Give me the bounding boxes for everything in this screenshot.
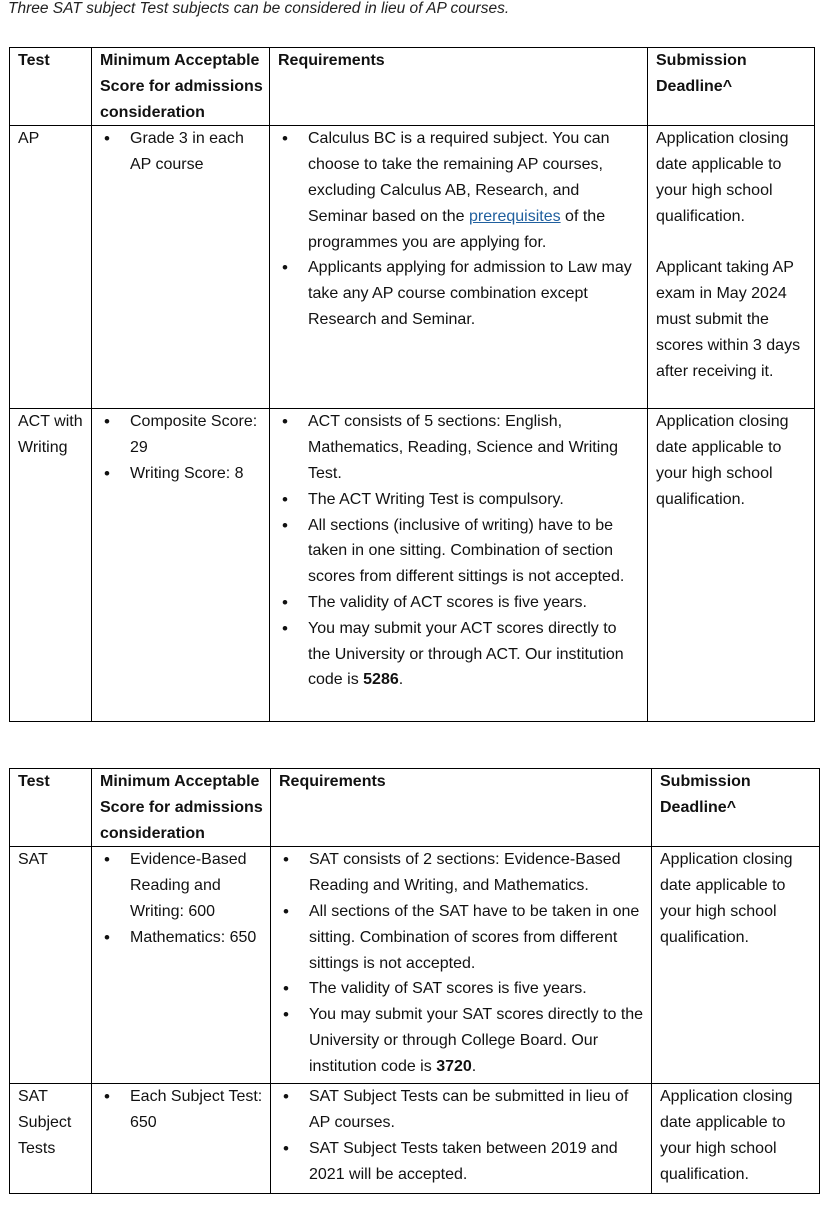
requirement-item: • ACT consists of 5 sections: English, Mathematics, Reading, Science and Writing Test.: [278, 409, 643, 486]
header-deadline: Submission Deadline^: [648, 48, 815, 126]
score-item: • Mathematics: 650: [100, 925, 266, 951]
requirement-item: • The validity of SAT scores is five years.: [279, 976, 647, 1002]
header-row: [10, 48, 815, 126]
admission-table-sat: [9, 768, 820, 1194]
requirement-item: • SAT consists of 2 sections: Evidence-Based Reading and Writing, and Mathematics.: [279, 847, 647, 899]
deadline-text: Applicant taking AP exam in May 2024 must submit the scores within 3 days after receiving it.: [656, 259, 801, 380]
requirement-item: • You may submit your SAT scores directly to the University or through College Board. Our institution code is 3720.: [279, 1002, 647, 1079]
deadline-text: Application closing date applicable to your high school qualification.: [656, 130, 789, 225]
requirement-item: • The ACT Writing Test is compulsory.: [278, 487, 643, 513]
header-min-score: Minimum Acceptable Score for admissions consideration: [92, 48, 270, 126]
table-row: [10, 409, 815, 722]
test-name-act: ACT with Writing: [10, 409, 92, 722]
requirement-item: • Calculus BC is a required subject. You can choose to take the remaining AP courses, excluding Calculus AB, Research, and Seminar based on the prerequisites of the programmes you are applying for.: [278, 126, 643, 255]
requirement-item: • SAT Subject Tests can be submitted in lieu of AP courses.: [279, 1084, 647, 1136]
score-item: • Composite Score: 29: [100, 409, 265, 461]
requirement-item: • Applicants applying for admission to Law may take any AP course combination except Research and Seminar.: [278, 255, 643, 332]
score-item: • Evidence-Based Reading and Writing: 600: [100, 847, 266, 924]
header-row: [10, 769, 820, 847]
deadline-text: Application closing date applicable to your high school qualification.: [652, 1084, 820, 1194]
requirement-item: • The validity of ACT scores is five years.: [278, 590, 643, 616]
requirement-item: • All sections of the SAT have to be taken in one sitting. Combination of scores from different sittings is not accepted.: [279, 899, 647, 976]
test-name-sat: SAT: [10, 847, 92, 1084]
header-test: Test: [10, 769, 92, 847]
score-item: • Each Subject Test: 650: [100, 1084, 266, 1136]
institution-code: 3720: [436, 1057, 472, 1075]
table-caption: Three SAT subject Test subjects can be considered in lieu of AP courses.: [8, 0, 510, 17]
score-item: • Grade 3 in each AP course: [100, 126, 265, 178]
prerequisites-link[interactable]: prerequisites: [469, 207, 561, 225]
requirement-item: • SAT Subject Tests taken between 2019 and 2021 will be accepted.: [279, 1136, 647, 1188]
admission-table-ap-act: [9, 47, 815, 722]
table-row: [10, 1084, 820, 1194]
requirement-item: • All sections (inclusive of writing) have to be taken in one sitting. Combination of section scores from different sittings is not accepted.: [278, 513, 643, 590]
deadline-text: Application closing date applicable to your high school qualification.: [652, 847, 820, 1084]
test-name-sat-subject: SAT Subject Tests: [10, 1084, 92, 1194]
header-min-score: Minimum Acceptable Score for admissions consideration: [92, 769, 271, 847]
header-requirements: Requirements: [270, 48, 648, 126]
table-row: [10, 126, 815, 409]
header-test: Test: [10, 48, 92, 126]
deadline-text: Application closing date applicable to your high school qualification.: [648, 409, 815, 722]
score-item: • Writing Score: 8: [100, 461, 265, 487]
institution-code: 5286: [363, 671, 399, 689]
table-row: [10, 847, 820, 1084]
requirement-item: • You may submit your ACT scores directly to the University or through ACT. Our institution code is 5286.: [278, 616, 643, 693]
header-requirements: Requirements: [271, 769, 652, 847]
header-deadline: Submission Deadline^: [652, 769, 820, 847]
test-name-ap: AP: [10, 126, 92, 409]
